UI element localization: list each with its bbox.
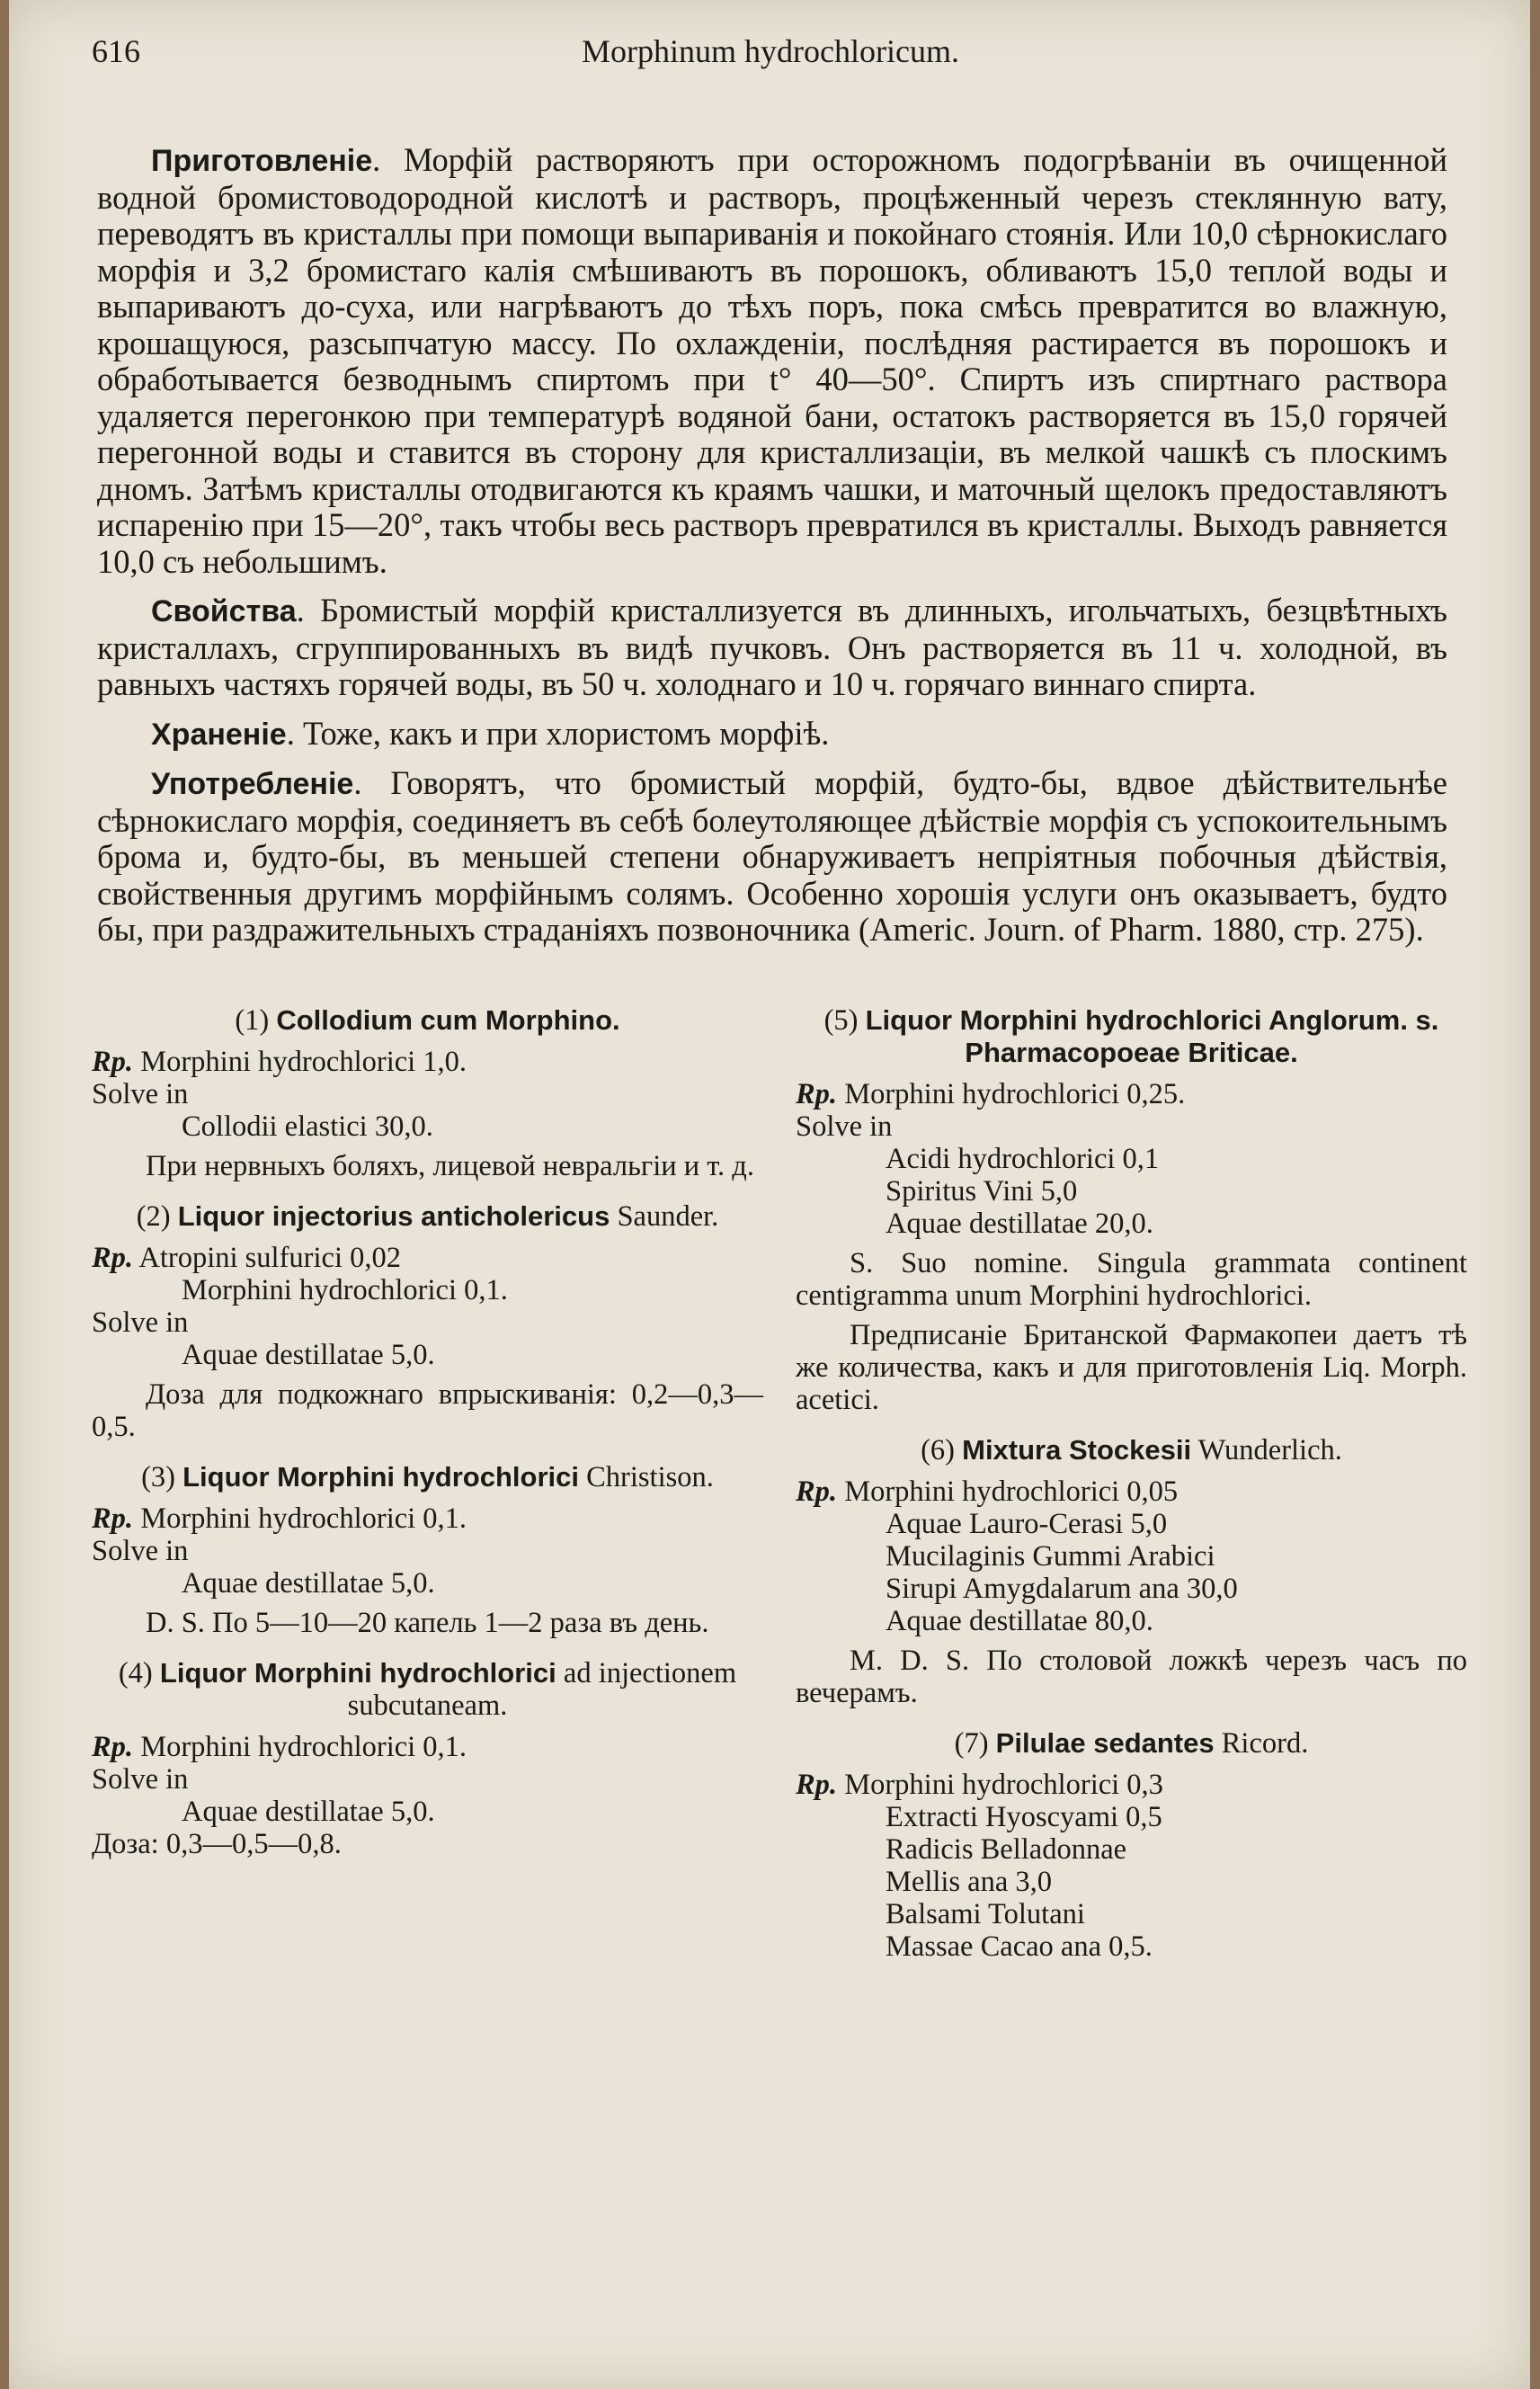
recipe-line: [92, 1339, 763, 1371]
ingredient: Radicis Belladonnae: [886, 1832, 1127, 1866]
ingredient: Aquae destillatae 80,0.: [886, 1604, 1153, 1637]
recipe-line: [92, 1110, 763, 1143]
recipe: [796, 1727, 1467, 1963]
recipe-line: [92, 1502, 763, 1535]
recipe-name: Collodium cum Morphino.: [276, 1003, 620, 1036]
recipe: [796, 1434, 1467, 1709]
ingredient: Morphini hydrochlorici 0,1.: [140, 1730, 467, 1763]
section-usage: [97, 765, 1447, 949]
ingredient: Aquae destillatae 5,0.: [182, 1566, 435, 1600]
ingredient: Massae Cacao ana 0,5.: [886, 1930, 1153, 1963]
rp-mark: Rp.: [796, 1077, 838, 1110]
recipe-title: [92, 1461, 763, 1493]
ingredient: Extracti Hyoscyami 0,5: [886, 1800, 1162, 1833]
section-text: . Тоже, какъ и при хлористомъ морфіѣ.: [286, 714, 830, 752]
recipe-line: [796, 1605, 1467, 1637]
ingredient: Spiritus Vini 5,0: [886, 1174, 1078, 1208]
recipe-author: Christison.: [586, 1460, 714, 1493]
ingredient: Aquae Lauro-Cerasi 5,0: [886, 1507, 1168, 1540]
ingredient: Solve in: [92, 1534, 189, 1567]
book-page: [9, 0, 1530, 2389]
section-properties: [97, 593, 1447, 703]
recipe-line: [796, 1540, 1467, 1573]
ingredient: Aquae destillatae 5,0.: [182, 1795, 435, 1828]
recipe-line: [92, 1763, 763, 1796]
ingredient: Morphini hydrochlorici 0,05: [844, 1475, 1179, 1508]
recipe-name: Liquor Morphini hydrochlorici Anglorum. s. Pharmacopoeae Briticae.: [865, 1003, 1439, 1068]
recipe-author: Saunder.: [617, 1199, 719, 1233]
recipe-number: (6): [921, 1433, 955, 1466]
recipe-line: [796, 1930, 1467, 1963]
section-label: Храненіе: [151, 717, 287, 752]
recipe-number: (5): [823, 1003, 859, 1037]
ingredient: Acidi hydrochlorici 0,1: [886, 1142, 1160, 1175]
ingredient: Morphini hydrochlorici 0,1.: [182, 1273, 508, 1306]
ingredient: Solve in: [92, 1762, 189, 1796]
recipe-line: [92, 1274, 763, 1306]
section-preparation: [97, 142, 1447, 580]
recipe-title: [92, 1657, 763, 1722]
rp-mark: Rp.: [92, 1730, 134, 1763]
rp-mark: Rp.: [796, 1475, 838, 1508]
section-text: . Бромистый морфій кристаллизуется въ длинныхъ, игольчатыхъ, безцвѣтныхъ кристаллахъ, сгруппированныхъ въ видѣ пучковъ. Онъ растворяется въ 11 ч. холодной, въ равныхъ частяхъ горячей воды, въ 50 ч. холоднаго и 10 ч. горячаго виннаго спирта.: [97, 592, 1447, 702]
recipe-line: [796, 1801, 1467, 1833]
recipe-line: [796, 1078, 1467, 1110]
recipe-line: [92, 1731, 763, 1763]
recipe-line: [796, 1866, 1467, 1898]
recipe-title: [796, 1727, 1467, 1760]
section-label: Приготовленіе: [151, 144, 373, 178]
recipe-number: (4): [118, 1656, 153, 1689]
rp-mark: Rp.: [92, 1241, 134, 1274]
ingredient: Collodii elastici 30,0.: [182, 1110, 433, 1143]
recipe-title: [796, 1004, 1467, 1069]
ingredient: Atropini sulfurici 0,02: [138, 1241, 401, 1274]
rp-mark: Rp.: [796, 1768, 838, 1801]
recipe: [92, 1461, 763, 1639]
rp-mark: Rp.: [92, 1502, 134, 1535]
ingredient: Balsami Tolutani: [886, 1897, 1085, 1930]
recipe-line: [92, 1306, 763, 1339]
body-text: [74, 142, 1467, 949]
recipe-name: Liquor Morphini hydrochlorici: [182, 1460, 579, 1493]
ingredient: Morphini hydrochlorici 0,25.: [844, 1077, 1186, 1110]
recipe: [92, 1004, 763, 1182]
recipe-line: [796, 1833, 1467, 1866]
ingredient: Solve in: [92, 1077, 189, 1110]
recipe-line: [92, 1796, 763, 1828]
section-text: . Говорятъ, что бромистый морфій, будто-бы, вдвое дѣйствительнѣе сѣрнокислаго морфія, соединяетъ въ себѣ болеутоляющее дѣйствіе морфія съ успокоительнымъ брома и, будто-бы, въ меньшей степени обнаруживаетъ непріятныя побочныя дѣйствія, свойственныя другимъ морфійнымъ солямъ. Особенно хорошія услуги онъ оказываетъ, будто бы, при раздражительныхъ страданіяхъ позвоночника (Americ. Journ. of Pharm. 1880, стр. 275).: [97, 764, 1447, 948]
recipe: [92, 1200, 763, 1443]
section-text: . Морфій растворяютъ при осторожномъ подогрѣваніи въ очищенной водной бромистоводородной кислотѣ и растворъ, процѣженный черезъ стеклянную вату, переводятъ въ кристаллы при помощи выпариванія и покойнаго стоянія. Или 10,0 сѣрнокислаго морфія и 3,2 бромистаго калія смѣшиваютъ въ порошокъ, обливаютъ 15,0 теплой воды и выпариваютъ до-суха, или нагрѣваютъ до тѣхъ поръ, пока смѣсь превратится во влажную, крошащуюся, разсыпчатую массу. По охлажденіи, послѣдняя растирается въ порошокъ и обработывается безводнымъ спиртомъ при t° 40—50°. Спиртъ изъ спиртнаго раствора удаляется перегонкою при температурѣ водяной бани, остатокъ растворяется въ 15,0 горячей перегонной воды и ставится въ сторону для кристаллизаціи, въ мелкой чашкѣ съ плоскимъ дномъ. Затѣмъ кристаллы отодвигаются къ краямъ чашки, и маточный щелокъ предоставляютъ испаренію при 15—20°, такъ чтобы весь растворъ превратился въ кристаллы. Выходъ равняется 10,0 съ небольшимъ.: [97, 141, 1447, 580]
ingredient: Morphini hydrochlorici 0,3: [844, 1768, 1163, 1801]
section-label: Употребленіе: [151, 767, 354, 801]
recipe-name: Liquor injectorius anticholericus: [177, 1199, 610, 1232]
recipe-title: [92, 1200, 763, 1233]
recipe-number: (3): [141, 1460, 175, 1493]
running-head: [74, 32, 1467, 83]
page-number: 616: [92, 33, 140, 69]
recipe-line: [796, 1898, 1467, 1930]
section-label: Свойства: [151, 594, 297, 628]
recipe-number: (1): [235, 1003, 270, 1037]
recipe-note: D. S. По 5—10—20 капель 1—2 раза въ день.: [146, 1606, 709, 1639]
recipe-number: (7): [954, 1726, 989, 1760]
ingredient: Solve in: [92, 1306, 189, 1339]
ingredient: Aquae destillatae 5,0.: [182, 1338, 435, 1371]
recipe-line: [796, 1208, 1467, 1240]
recipe-line: [796, 1175, 1467, 1208]
ingredient: Aquae destillatae 20,0.: [886, 1207, 1153, 1240]
recipes-left-column: [92, 1004, 763, 1981]
recipe-author: Ricord.: [1221, 1726, 1309, 1760]
recipe-line: [796, 1475, 1467, 1508]
recipe-note: S. Suo nomine. Singula grammata continent centigramma unum Morphini hydrochlorici.: [796, 1246, 1467, 1312]
recipe-line: [796, 1143, 1467, 1175]
recipe-line: [796, 1508, 1467, 1540]
recipe-line: [92, 1242, 763, 1274]
recipes-right-column: [796, 1004, 1467, 1981]
recipe-title: [796, 1434, 1467, 1466]
recipe-line: [92, 1828, 763, 1860]
ingredient: Mellis ana 3,0: [886, 1865, 1053, 1898]
ingredient: Доза: 0,3—0,5—0,8.: [92, 1827, 342, 1860]
recipe-name: Pilulae sedantes: [995, 1726, 1215, 1759]
recipe-line: [92, 1535, 763, 1567]
ingredient: Solve in: [796, 1110, 893, 1143]
recipe-line: [796, 1573, 1467, 1605]
recipe-line: [796, 1110, 1467, 1143]
recipe-author: Wunderlich.: [1197, 1433, 1342, 1466]
recipe-line: [92, 1567, 763, 1600]
ingredient: Morphini hydrochlorici 1,0.: [140, 1045, 467, 1078]
recipe: [92, 1657, 763, 1860]
recipes: [74, 1004, 1467, 1981]
recipe-name: Liquor Morphini hydrochlorici: [159, 1656, 556, 1689]
recipe-name: Mixtura Stockesii: [962, 1433, 1192, 1466]
recipe-author: ad injectionem subcutaneam.: [347, 1656, 737, 1722]
page-content: [74, 32, 1467, 1981]
recipe: [796, 1004, 1467, 1416]
recipe-note: M. D. S. По столовой ложкѣ черезъ часъ по вечерамъ.: [796, 1644, 1467, 1709]
rp-mark: Rp.: [92, 1045, 134, 1078]
ingredient: Morphini hydrochlorici 0,1.: [140, 1502, 467, 1535]
recipe-note: Предписаніе Британской Фармакопеи даетъ тѣ же количества, какъ и для приготовленія Liq. Morph. acetici.: [796, 1318, 1467, 1416]
recipe-note: При нервныхъ боляхъ, лицевой невральгіи и т. д.: [146, 1149, 754, 1182]
section-storage: [97, 716, 1447, 753]
recipe-line: [92, 1078, 763, 1110]
ingredient: Sirupi Amygdalarum ana 30,0: [886, 1572, 1238, 1605]
running-title: Morphinum hydrochloricum.: [582, 33, 959, 69]
recipe-note: Доза для подкожнаго впрыскиванія: 0,2—0,3—0,5.: [92, 1377, 763, 1443]
recipe-title: [92, 1004, 763, 1037]
recipe-number: (2): [136, 1199, 171, 1233]
recipe-line: [92, 1046, 763, 1078]
ingredient: Mucilaginis Gummi Arabici: [886, 1539, 1215, 1573]
recipe-line: [796, 1769, 1467, 1801]
